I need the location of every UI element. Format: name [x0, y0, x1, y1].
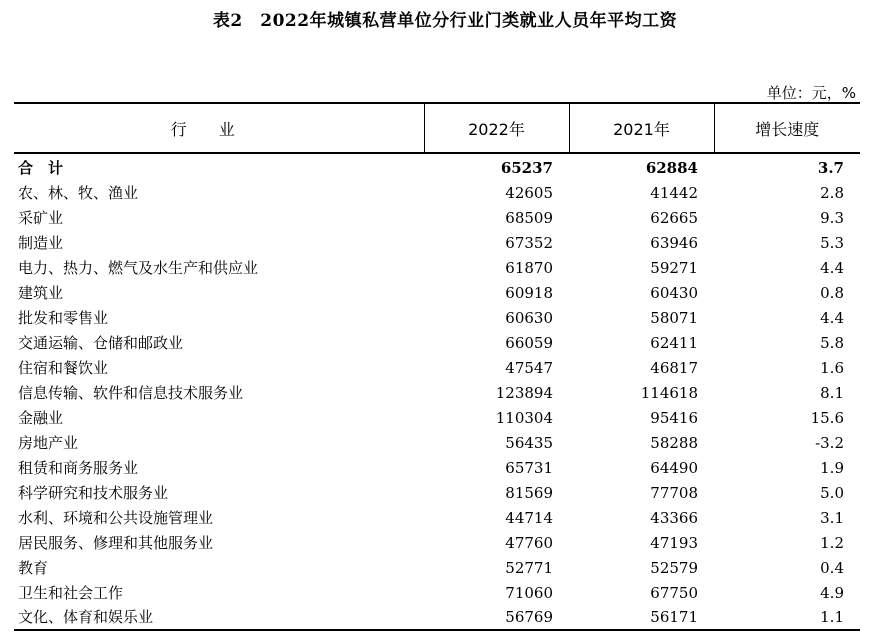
industry-name: 住宿和餐饮业 [18, 358, 109, 377]
industry-name: 农、林、牧、渔业 [18, 183, 139, 202]
growth-rate: 1.2 [820, 533, 844, 552]
wage-2022: 44714 [505, 508, 553, 527]
table-row-total [14, 153, 860, 180]
wage-2021: 56171 [569, 605, 714, 630]
growth-rate: 9.3 [820, 208, 844, 227]
wage-2022: 60918 [505, 283, 553, 302]
industry-name: 交通运输、仓储和邮政业 [18, 333, 184, 352]
growth-rate: 0.4 [820, 558, 844, 577]
wage-2021: 95416 [650, 408, 698, 427]
industry-name: 水利、环境和公共设施管理业 [18, 508, 214, 527]
growth-rate: 5.3 [820, 233, 844, 252]
wage-2022: 67352 [505, 233, 553, 252]
wage-2021: 114618 [640, 383, 698, 402]
wage-2022: 47547 [505, 358, 553, 377]
wage-2021: 67750 [650, 583, 698, 602]
table-row [14, 430, 860, 455]
wage-2021: 62884 [645, 159, 698, 177]
wage-2022: 60630 [505, 308, 553, 327]
growth-rate: 2.8 [820, 183, 844, 202]
wage-2022: 66059 [505, 333, 553, 352]
industry-name: 批发和零售业 [18, 308, 109, 327]
growth-rate: 8.1 [820, 383, 844, 402]
wage-2021: 41442 [650, 183, 698, 202]
wage-2022: 42605 [505, 183, 553, 202]
growth-rate: 5.0 [820, 483, 844, 502]
table-row [14, 380, 860, 405]
table-row [14, 205, 860, 230]
wage-2022: 61870 [505, 258, 553, 277]
industry-name: 信息传输、软件和信息技术服务业 [18, 383, 244, 402]
wage-2021: 58288 [650, 433, 698, 452]
table-title: 表2 2022年城镇私营单位分行业门类就业人员年平均工资 [212, 11, 678, 31]
wage-2022: 71060 [505, 583, 553, 602]
industry-name: 租赁和商务服务业 [18, 458, 139, 477]
industry-name: 建筑业 [18, 283, 64, 302]
industry-name: 教育 [18, 558, 49, 577]
growth-rate: 4.4 [820, 258, 844, 277]
growth-rate: 4.4 [820, 308, 844, 327]
table-row [14, 455, 860, 480]
industry-name: 采矿业 [18, 208, 64, 227]
wage-2022: 47760 [505, 533, 553, 552]
header-2022: 2022年 [424, 103, 569, 153]
table-row [14, 330, 860, 355]
growth-rate: 0.8 [820, 283, 844, 302]
growth-rate: 4.9 [820, 583, 844, 602]
industry-name: 金融业 [18, 408, 64, 427]
table-row [14, 480, 860, 505]
growth-rate: 3.1 [820, 508, 844, 527]
table-row [14, 580, 860, 605]
wage-2022: 65237 [500, 159, 553, 177]
table-row [14, 605, 860, 630]
growth-rate: 1.1 [714, 605, 860, 630]
industry-name: 制造业 [18, 233, 64, 252]
table-body [14, 153, 860, 630]
wage-2021: 46817 [650, 358, 698, 377]
table-row [14, 230, 860, 255]
growth-rate: 3.7 [817, 159, 844, 177]
industry-name: 科学研究和技术服务业 [18, 483, 169, 502]
growth-rate: 15.6 [810, 408, 844, 427]
wage-2021: 62411 [650, 333, 698, 352]
header-industry: 行业 [14, 103, 424, 153]
table-row [14, 505, 860, 530]
wage-2022: 81569 [505, 483, 553, 502]
industry-name: 卫生和社会工作 [18, 583, 124, 602]
wage-2022: 68509 [505, 208, 553, 227]
growth-rate: 1.9 [820, 458, 844, 477]
table-row [14, 280, 860, 305]
industry-name: 居民服务、修理和其他服务业 [18, 533, 214, 552]
wage-2021: 59271 [650, 258, 698, 277]
wage-2021: 77708 [650, 483, 698, 502]
table-row [14, 405, 860, 430]
wage-2021: 63946 [650, 233, 698, 252]
wage-2021: 43366 [650, 508, 698, 527]
wage-2021: 58071 [650, 308, 698, 327]
growth-rate: 5.8 [820, 333, 844, 352]
industry-name: 文化、体育和娱乐业 [14, 605, 424, 630]
table-row [14, 355, 860, 380]
industry-name: 合 计 [18, 159, 64, 177]
table-row [14, 530, 860, 555]
industry-name: 电力、热力、燃气及水生产和供应业 [18, 258, 259, 277]
unit-label: 单位：元，% [766, 84, 856, 102]
wage-2022: 52771 [505, 558, 553, 577]
table-header-row [14, 103, 860, 153]
wage-2021: 62665 [650, 208, 698, 227]
wage-table [14, 102, 860, 631]
table-row [14, 180, 860, 205]
header-growth: 增长速度 [714, 103, 860, 153]
wage-2022: 110304 [495, 408, 553, 427]
table-row [14, 555, 860, 580]
header-2021: 2021年 [569, 103, 714, 153]
wage-2022: 123894 [495, 383, 553, 402]
wage-2022: 65731 [505, 458, 553, 477]
wage-2022: 56435 [505, 433, 553, 452]
table-row [14, 305, 860, 330]
wage-2022: 56769 [424, 605, 569, 630]
table-row [14, 255, 860, 280]
wage-2021: 47193 [650, 533, 698, 552]
industry-name: 房地产业 [18, 433, 79, 452]
growth-rate: 1.6 [820, 358, 844, 377]
wage-2021: 64490 [650, 458, 698, 477]
growth-rate: -3.2 [815, 433, 844, 452]
wage-2021: 52579 [650, 558, 698, 577]
wage-2021: 60430 [650, 283, 698, 302]
